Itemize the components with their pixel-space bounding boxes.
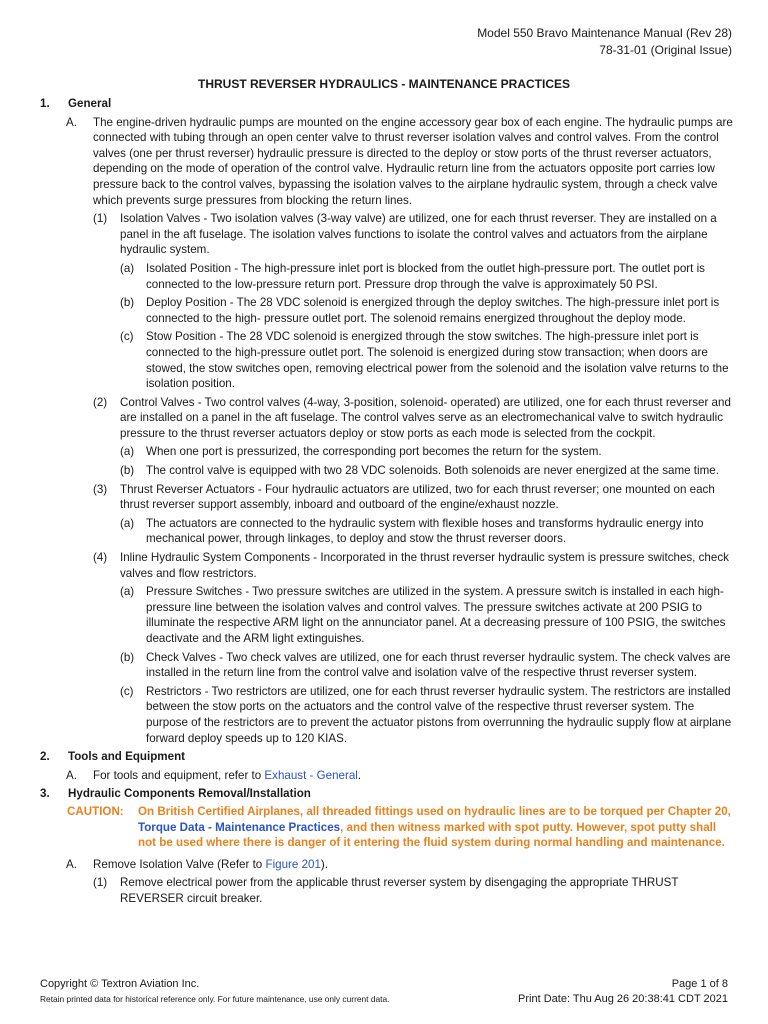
- paragraph-text: The engine-driven hydraulic pumps are mounted on the engine accessory gear box of each engine. The hydraulic pumps are connected with tubing through an open center valve to thrust reverser isolation valves and control valves. From the control valves (one per thrust reverser) hydraulic pressure is directed to the deploy or stow ports of the thrust reverser actuators, depending on the mode of operation of the control valve. Hydraulic return line from the actuators opposite port carries low pressure back to the control valves, bypassing the isolation valves to the airplane hydraulic system, through a check valve which prevents surge pressures from blocking the return lines.: [93, 115, 733, 207]
- paragraph-number: A.: [66, 115, 77, 129]
- page-number: Page 1 of 8: [671, 978, 728, 990]
- exhaust-general-link[interactable]: Exhaust - General: [264, 768, 358, 782]
- retain-notice: Retain printed data for historical reference only. For future maintenance, use only current data.: [40, 994, 390, 1004]
- footer-left: [40, 977, 389, 1007]
- subitem-text: The actuators are connected to the hydraulic system with flexible hoses and transforms hydraulic energy into mechanical power, through linkages, to deploy and stow the thrust reverser doors.: [146, 516, 704, 546]
- torque-data-link[interactable]: Torque Data - Maintenance Practices: [138, 820, 341, 834]
- figure-201-link[interactable]: Figure 201: [265, 857, 321, 871]
- footer-right: [518, 977, 728, 1007]
- section-number: 1.: [40, 97, 50, 110]
- item-thrust-reverser-actuators: [93, 482, 736, 513]
- caution-label: CAUTION:: [67, 804, 124, 818]
- subitem-actuators-connection: [120, 516, 736, 547]
- section-title: Hydraulic Components Removal/Installation: [68, 787, 311, 801]
- item-text: Thrust Reverser Actuators - Four hydraulic actuators are utilized, two for each thrust reverser; one mounted on each thrust reverser support assembly, inboard and outboard of the engine/exhaust nozzle.: [120, 482, 715, 512]
- item-number: (1): [93, 212, 108, 226]
- subitem-check-valves: [120, 650, 736, 681]
- subitem-text: Deploy Position - The 28 VDC solenoid is energized through the deploy switches. The high-pressure inlet port is connected to the high- pressure outlet port. The solenoid remains energized throughout the deploy mode.: [146, 296, 720, 325]
- subitem-text: Stow Position - The 28 VDC solenoid is energized through the stow switches. The high-pressure inlet port is connected to the high-pressure outlet port. The solenoid is energized during stow transaction; when doors are stowed, the stow switches open, removing electrical power from the solenoid and the isolation valve returns to the isolation position.: [146, 330, 729, 391]
- section-general-heading: [40, 96, 736, 112]
- item-text: Inline Hydraulic System Components - Incorporated in the thrust reverser hydraulic system is pressure switches, check valves and flow restrictors.: [120, 551, 729, 580]
- subitem-isolated-position: [120, 261, 736, 292]
- paragraph-number: A.: [66, 768, 77, 782]
- item-number: (3): [93, 482, 108, 496]
- paragraph-number: A.: [66, 857, 77, 871]
- caution-text: [138, 804, 736, 851]
- subitem-restrictors: [120, 684, 736, 746]
- paragraph-text-post: ).: [320, 857, 329, 871]
- subitem-number: (c): [120, 684, 134, 698]
- subitem-text: Restrictors - Two restrictors are utilized, one for each thrust reverser hydraulic system. The restrictors are installed between the stow ports on the actuators and the control valve of the respective thrust reverser system. The purpose of the restrictors are to prevent the actuator pistons from overrunning the hydraulic supply flow at airplane forward deploy speeds up to 120 KIAS.: [146, 684, 732, 745]
- subitem-solenoids: [120, 463, 736, 479]
- subitem-number: (a): [120, 585, 135, 599]
- paragraph-1A: [66, 115, 736, 209]
- caution-note: [40, 804, 736, 851]
- paragraph-text: [93, 857, 736, 873]
- section-number: 3.: [40, 787, 50, 801]
- subitem-number: (b): [120, 650, 135, 664]
- subitem-deploy-position: [120, 295, 736, 326]
- item-text: Isolation Valves - Two isolation valves (3-way valve) are utilized, one for each thrust reverser. They are installed on a panel in the aft fuselage. The isolation valves functions to isolate the control valves and actuators from the airplane hydraulic system.: [120, 212, 717, 257]
- subitem-text: Isolated Position - The high-pressure inlet port is blocked from the outlet high-pressure port. The outlet port is connected to the low-pressure return port. Pressure drop through the valve is approximately 50 PSI.: [146, 261, 705, 291]
- item-remove-electrical-power: [93, 875, 736, 906]
- subitem-text: Pressure Switches - Two pressure switches are utilized in the system. A pressure switch is installed in each high- pressure line between the isolation valves and control valves. The pressure switches activate at 200 PSIG to illuminate the respective ARM light on the annunciator panel. At a decreasing pressure of 100 PSIG, the switches deactivate and the ARM light extinguishes.: [146, 585, 726, 645]
- print-date: Print Date: Thu Aug 26 20:38:41 CDT 2021: [518, 993, 728, 1005]
- paragraph-text-pre: Remove Isolation Valve (Refer to: [93, 857, 266, 871]
- item-inline-components: [93, 550, 736, 581]
- paragraph-text: [93, 768, 736, 784]
- document-body: [40, 96, 736, 907]
- subitem-port-pressurized: [120, 444, 736, 460]
- subitem-text: Check Valves - Two check valves are utilized, one for each thrust reverser hydraulic system. The check valves are installed in the return line from the control valve and isolation valve of the respective thrust reverser system.: [146, 650, 731, 680]
- subitem-stow-position: [120, 329, 736, 391]
- subitem-number: (b): [120, 464, 135, 478]
- caution-text-post: , and then witness marked with spot putty. However, spot putty shall not be used where there is danger of it entering the fluid system during normal handling and maintenance.: [138, 820, 725, 850]
- section-hydraulic-components-heading: [40, 786, 736, 802]
- caution-text-pre: On British Certified Airplanes, all threaded fittings used on hydraulic lines are to be torqued per Chapter 20,: [138, 804, 731, 818]
- paragraph-text-pre: For tools and equipment, refer to: [93, 768, 265, 782]
- section-title: General: [68, 97, 112, 110]
- page-header: [477, 25, 732, 59]
- section-title: Tools and Equipment: [68, 750, 186, 764]
- item-text: Remove electrical power from the applicable thrust reverser system by disengaging the appropriate THRUST REVERSER circuit breaker.: [120, 876, 679, 905]
- section-tools-heading: [40, 749, 736, 765]
- subitem-pressure-switches: [120, 584, 736, 646]
- item-number: (4): [93, 551, 108, 565]
- item-number: (2): [93, 395, 108, 409]
- subitem-number: (b): [120, 296, 135, 310]
- subitem-text: When one port is pressurized, the corresponding port becomes the return for the system.: [146, 445, 602, 459]
- page-title: THRUST REVERSER HYDRAULICS - MAINTENANCE PRACTICES: [197, 77, 571, 91]
- subitem-number: (a): [120, 445, 135, 459]
- item-text: Control Valves - Two control valves (4-way, 3-position, solenoid- operated) are utilized, one for each thrust reverser and are installed on a panel in the aft fuselage. The control valves serve as an electromechanical valve to switch hydraulic pressure to the thrust reverser actuators deploy or stow ports as each mode is selected from the cockpit.: [120, 395, 731, 440]
- item-isolation-valves: [93, 211, 736, 258]
- item-number: (1): [93, 876, 108, 890]
- subitem-number: (c): [120, 330, 134, 344]
- paragraph-2A: [66, 768, 736, 784]
- item-control-valves: [93, 395, 736, 442]
- subitem-number: (a): [120, 261, 135, 275]
- subitem-text: The control valve is equipped with two 28 VDC solenoids. Both solenoids are never energized at the same time.: [146, 464, 719, 478]
- subitem-number: (a): [120, 516, 135, 530]
- copyright-text: Copyright © Textron Aviation Inc.: [40, 978, 200, 990]
- manual-title: Model 550 Bravo Maintenance Manual (Rev 28): [477, 26, 732, 40]
- chapter-issue: 78-31-01 (Original Issue): [599, 43, 732, 57]
- section-number: 2.: [40, 750, 50, 764]
- paragraph-text-post: .: [357, 768, 362, 782]
- paragraph-3A: [66, 857, 736, 873]
